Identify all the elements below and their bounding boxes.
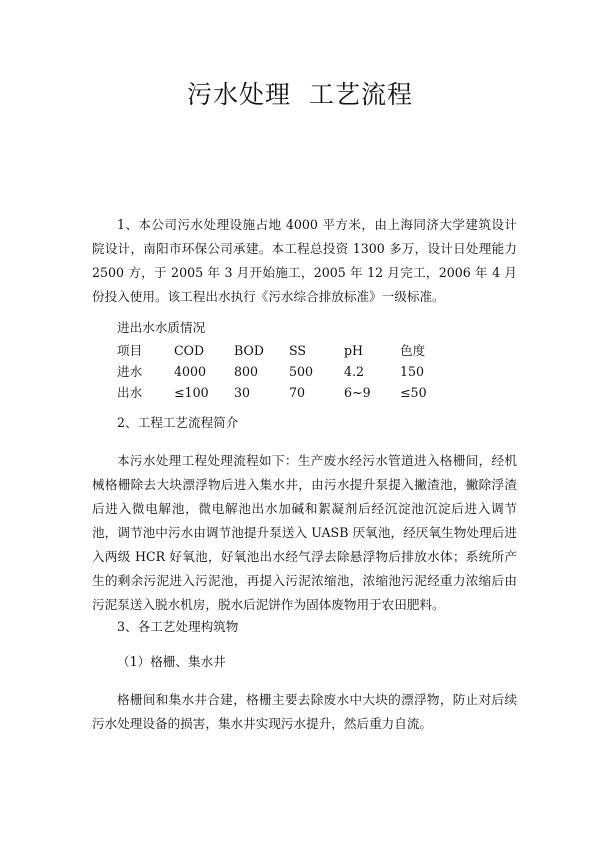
table-cell: 出水: [117, 385, 143, 400]
table-header-cell: BOD: [234, 343, 264, 358]
section-2-heading: 2、工程工艺流程简介: [117, 415, 239, 430]
page-title: 污水处理 工艺流程: [187, 80, 413, 109]
table-cell: 4000: [174, 364, 207, 379]
table-cell: ≤100: [174, 385, 209, 400]
table-header-cell: COD: [174, 343, 205, 358]
table-cell: 进水: [117, 364, 143, 379]
table-cell: 150: [400, 364, 425, 379]
paragraph-overview: 1、本公司污水处理设施占地 4000 平方米，由上海同济大学建筑设计院设计，南阳市环保公司承建。本工程总投资 1300 多万，设计日处理能力 2500 方，于 2005 年 3 月开始施工，2005 年 12 月完工，2006 年 4 月份投入使用。该工程出水执行《污水综合排放标准》一级标准。: [92, 217, 517, 304]
table-cell: ≤50: [400, 385, 427, 400]
water-quality-table: [117, 340, 450, 403]
table-row: [117, 382, 450, 403]
table-header-cell: SS: [289, 343, 307, 358]
table-cell: 6~9: [344, 385, 371, 400]
table-header-cell: 色度: [400, 343, 426, 358]
section-3-heading: 3、各工艺处理构筑物: [117, 619, 239, 634]
table-header-cell: 项目: [117, 343, 143, 358]
table-cell: 4.2: [344, 364, 365, 379]
paragraph-screen-sump: 格栅间和集水井合建，格栅主要去除废水中大块的漂浮物，防止对后续污水处理设备的损害，集水井实现污水提升，然后重力自流。: [92, 692, 517, 731]
table-cell: 70: [289, 385, 306, 400]
table-header-row: [117, 340, 450, 361]
section-3-1-heading: （1）格栅、集水井: [117, 654, 226, 669]
table-cell: 500: [289, 364, 314, 379]
paragraph-process-flow: 本污水处理工程处理流程如下：生产废水经污水管道进入格栅间，经机械格栅除去大块漂浮物后进入集水井，由污水提升泵提入撇渣池，撇除浮渣后进入微电解池，微电解池出水加碱和絮凝剂后经沉淀池沉淀后进入调节池，调节池中污水由调节池提升泵送入 UASB 厌氧池，经厌氧生物处理后进入两级 HCR 好氧池，好氧池出水经气浮去除悬浮物后排放水体；系统所产生的剩余污泥进入污泥池，再提入污泥浓缩池，浓缩池污泥经重力浓缩后由污泥泵送入脱水机房，脱水后泥饼作为固体废物用于农田肥料。: [92, 453, 517, 612]
table-cell: 800: [234, 364, 259, 379]
table-cell: 30: [234, 385, 251, 400]
table-row: [117, 361, 450, 382]
table-header-cell: pH: [344, 343, 364, 358]
water-quality-heading: 进出水水质情况: [117, 320, 206, 335]
